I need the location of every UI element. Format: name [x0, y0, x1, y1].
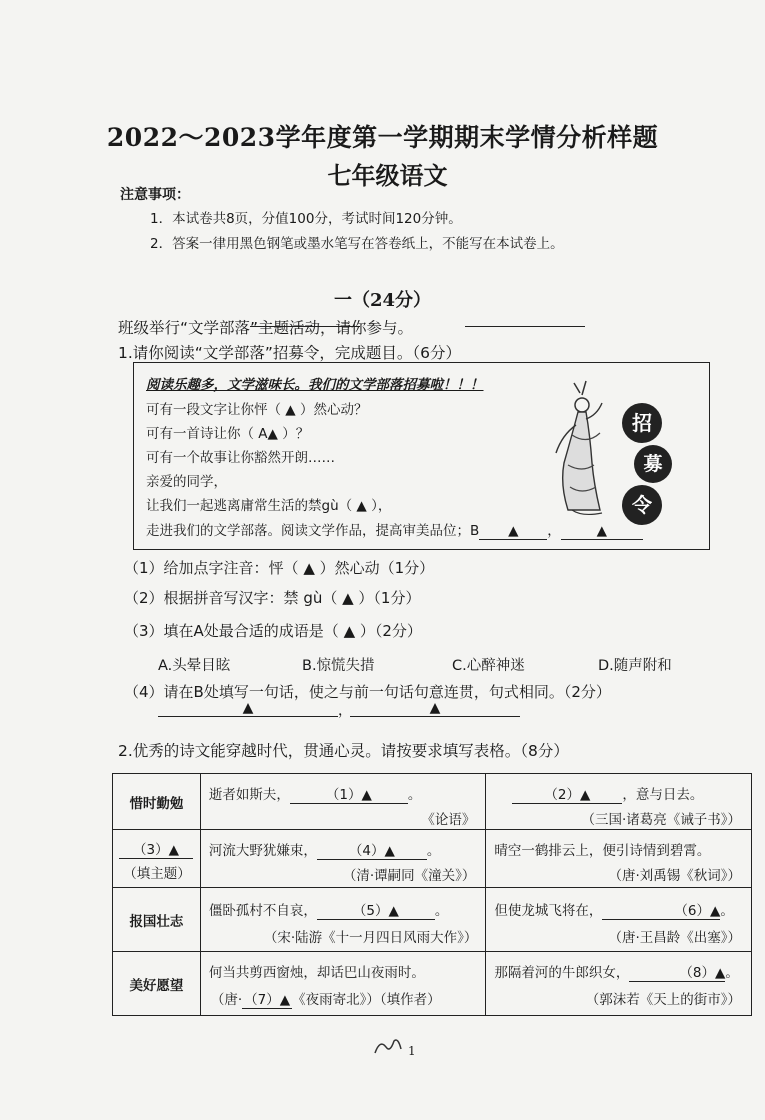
poster-line-1: 可有一段文字让你怦（ ▲ ）然心动？ — [146, 402, 368, 418]
poem-text: 河流大野犹嫌束， — [208, 843, 317, 859]
answer-blank-7[interactable] — [242, 988, 292, 1009]
q2-stem: 2.优秀的诗文能穿越时代，贯通心灵。请按要求填写表格。（8分） — [118, 742, 569, 760]
poster-line-3: 可有一个故事让你豁然开朗…… — [146, 450, 335, 466]
answer-marker: ▲ — [596, 523, 607, 539]
q1-sub2: （2）根据拼音写汉字：禁 gù（ ▲ ）（1分） — [124, 589, 421, 607]
answer-blank-8[interactable] — [629, 961, 725, 982]
poem-source: （三国·诸葛亮《诫子书》） — [581, 812, 741, 828]
poster-line-5: 让我们一起逃离庸常生活的禁gù（ ▲ ）， — [146, 498, 392, 514]
left-poem-cell — [200, 952, 486, 1016]
poster-line-6-text: 走进我们的文学部落。阅读文学作品，提高审美品位；B — [146, 523, 480, 539]
notice-item-2: 2．答案一律用黑色钢笔或墨水笔写在答卷纸上，不能写在本试卷上。 — [150, 236, 564, 252]
blank-label: （5）▲ — [352, 903, 399, 919]
recruitment-poster — [133, 362, 710, 550]
option-c[interactable]: C.心醉神迷 — [452, 658, 525, 674]
theme-cell — [113, 830, 201, 888]
exam-title: 2022～2023学年度第一学期期末学情分析样题 — [106, 123, 659, 152]
poem-source: （郭沫若《天上的街市》） — [585, 992, 741, 1008]
theme-cell — [113, 888, 201, 952]
option-a[interactable]: A.头晕目眩 — [158, 658, 231, 674]
answer-marker: ▲ — [508, 523, 519, 539]
section-divider-right — [465, 326, 585, 327]
q1-stem: 1.请你阅读“文学部落”招募令，完成题目。（6分） — [118, 344, 461, 362]
poem-source: 《论语》 — [421, 812, 476, 828]
page-number: 1 — [408, 1044, 416, 1058]
theme-label: 惜时勤勉 — [129, 795, 184, 812]
poem-line — [209, 839, 441, 860]
sub4-answer-blank-2[interactable] — [350, 700, 520, 717]
blank-label: （6）▲ — [674, 903, 721, 919]
notice-heading: 注意事项： — [120, 187, 190, 203]
answer-blank-3[interactable] — [119, 838, 193, 859]
exam-subtitle: 七年级语文 — [327, 161, 448, 190]
section-intro: 班级举行“文学部落”主题活动，请你参与。 — [118, 319, 414, 337]
source-suffix: 《夜雨寄北》）（填作者） — [292, 992, 441, 1008]
poem-line — [209, 783, 422, 804]
poem-source: （唐·刘禹锡《秋词》） — [608, 868, 741, 884]
right-poem-cell — [486, 830, 752, 888]
sub4-answer-blank-1[interactable] — [158, 700, 338, 717]
poster-line-2: 可有一首诗让你（ A▲ ）？ — [146, 426, 310, 442]
blank-label: （7）▲ — [244, 992, 291, 1008]
blank-label: （1）▲ — [325, 787, 372, 803]
table-row — [113, 952, 752, 1016]
blank-label: （3）▲ — [133, 842, 179, 858]
poem-end: 。 — [720, 903, 734, 919]
theme-label: 报国壮志 — [129, 913, 184, 930]
poem-end: 。 — [426, 843, 441, 859]
poem-text: ，意与日去。 — [622, 787, 704, 803]
answer-marker: ▲ — [242, 700, 254, 716]
answer-marker: ▲ — [429, 700, 441, 716]
table-row — [113, 774, 752, 830]
poem-text: 但使龙城飞将在， — [494, 903, 603, 919]
blank-label: （4）▲ — [348, 843, 395, 859]
poem-text: 僵卧孤村不自哀， — [208, 903, 317, 919]
poem-end: 。 — [434, 903, 449, 919]
right-poem-cell — [486, 888, 752, 952]
q1-sub1: （1）给加点字注音：怦（ ▲ ）然心动（1分） — [124, 559, 435, 577]
badge-char-1: 招 — [622, 403, 662, 443]
poem-source — [211, 988, 441, 1009]
theme-note: （填主题） — [123, 866, 191, 882]
badge-char-3: 令 — [622, 485, 662, 525]
poem-text: 逝者如斯夫， — [208, 787, 290, 803]
poem-line: 晴空一鹤排云上，便引诗情到碧霄。 — [494, 843, 711, 859]
poem-line: 何当共剪西窗烛，却话巴山夜雨时。 — [208, 965, 425, 981]
poem-line — [209, 899, 449, 920]
q1-sub3: （3）填在A处最合适的成语是（ ▲ ）（2分） — [124, 622, 422, 640]
source-prefix: （唐· — [210, 992, 243, 1008]
badge-char-2: 募 — [634, 445, 672, 483]
right-poem-cell — [486, 774, 752, 830]
theme-label: 美好愿望 — [129, 977, 184, 994]
blank-label: （8）▲ — [679, 965, 726, 981]
table-row — [113, 888, 752, 952]
answer-blank-1[interactable] — [290, 783, 408, 804]
right-poem-cell — [486, 952, 752, 1016]
answer-blank-b2[interactable] — [561, 523, 643, 540]
section-label: 一（24分） — [333, 290, 432, 311]
answer-blank-4[interactable] — [317, 839, 427, 860]
option-d[interactable]: D.随声附和 — [598, 658, 672, 674]
theme-cell — [113, 952, 201, 1016]
left-poem-cell — [200, 830, 486, 888]
sub4-comma: ， — [338, 703, 352, 719]
blank-label: （2）▲ — [544, 787, 591, 803]
left-poem-cell — [200, 888, 486, 952]
poem-end: 。 — [407, 787, 422, 803]
poem-line — [512, 783, 703, 804]
poem-text: 那隔着河的牛郎织女， — [494, 965, 630, 981]
poem-line — [494, 961, 739, 982]
poster-line-4: 亲爱的同学， — [146, 474, 227, 490]
answer-blank-5[interactable] — [317, 899, 435, 920]
poem-end: 。 — [725, 965, 739, 981]
answer-blank-6[interactable] — [602, 899, 720, 920]
page-doodle-icon — [372, 1035, 404, 1057]
poem-source: （宋·陆游《十一月四日风雨大作》） — [263, 930, 478, 946]
poem-table — [112, 773, 752, 1016]
q1-sub4: （4）请在B处填写一句话，使之与前一句话句意连贯，句式相同。（2分） — [124, 683, 611, 701]
poster-headline: 阅读乐趣多，文学滋味长。我们的文学部落招募啦！！！ — [146, 377, 484, 393]
theme-cell — [113, 774, 201, 830]
poem-source: （唐·王昌龄《出塞》） — [608, 930, 741, 946]
notice-item-1: 1．本试卷共8页，分值100分，考试时间120分钟。 — [150, 211, 462, 227]
comma: ， — [547, 523, 561, 539]
answer-blank-2[interactable] — [512, 783, 622, 804]
answer-blank-b1[interactable] — [479, 523, 547, 540]
poem-source: （清·谭嗣同《潼关》） — [342, 868, 476, 884]
left-poem-cell — [200, 774, 486, 830]
option-b[interactable]: B.惊慌失措 — [302, 658, 375, 674]
table-row — [113, 830, 752, 888]
poem-line — [494, 899, 734, 920]
